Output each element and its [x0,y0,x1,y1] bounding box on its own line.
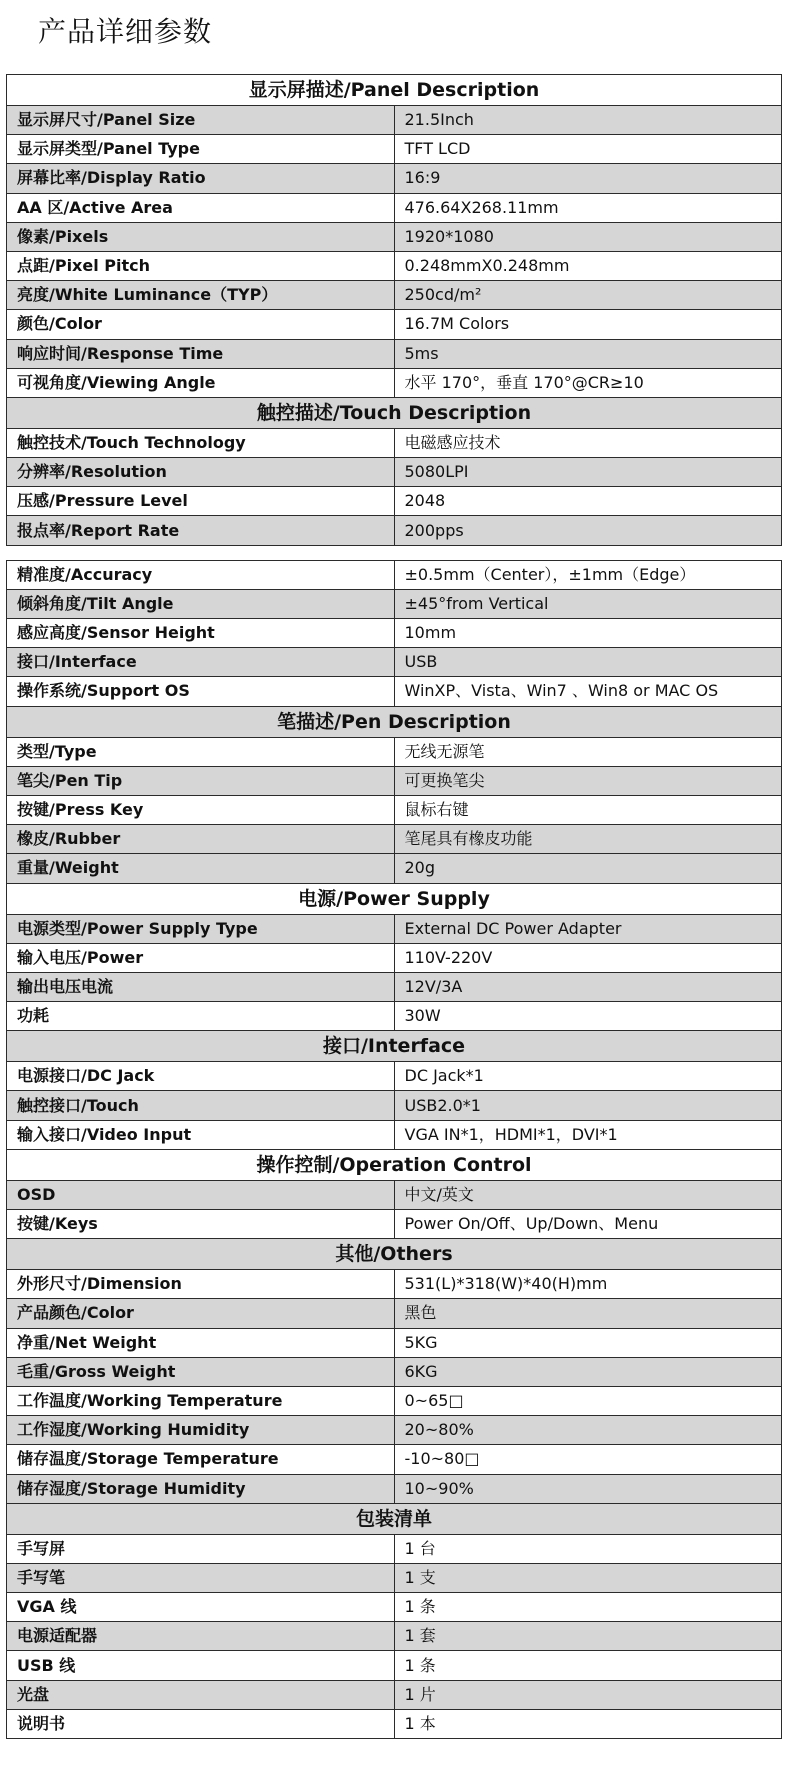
spec-row [7,106,782,135]
spec-value: 1 套 [394,1622,782,1651]
spec-key: 报点率/Report Rate [7,516,395,545]
spec-value: External DC Power Adapter [394,914,782,943]
spec-row [7,339,782,368]
spec-value: 476.64X268.11mm [394,193,782,222]
spec-row [7,766,782,795]
spec-row [7,1709,782,1738]
spec-value: 20g [394,854,782,883]
spec-key: 显示屏类型/Panel Type [7,135,395,164]
spec-key: 橡皮/Rubber [7,825,395,854]
spec-key: 电源接口/DC Jack [7,1062,395,1091]
spec-key: 产品颜色/Color [7,1299,395,1328]
spec-value: 1 支 [394,1563,782,1592]
spec-key: 点距/Pixel Pitch [7,251,395,280]
spec-value: 1 台 [394,1534,782,1563]
spec-value: TFT LCD [394,135,782,164]
spec-value: 1 条 [394,1651,782,1680]
spec-key: 感应高度/Sensor Height [7,619,395,648]
spec-value: Power On/Off、Up/Down、Menu [394,1210,782,1239]
spec-key: 亮度/White Luminance（TYP） [7,281,395,310]
spec-value: 电磁感应技术 [394,428,782,457]
section-header [7,883,782,914]
spec-key: 说明书 [7,1709,395,1738]
spec-row [7,737,782,766]
spec-value: 110V-220V [394,943,782,972]
spec-row [7,972,782,1001]
spec-value: 16.7M Colors [394,310,782,339]
spec-value: 笔尾具有橡皮功能 [394,825,782,854]
spec-value: 20~80% [394,1416,782,1445]
spec-table [6,74,782,1739]
spec-value: 10mm [394,619,782,648]
spec-value: 鼠标右键 [394,795,782,824]
spec-value: -10~80□ [394,1445,782,1474]
spec-row [7,1210,782,1239]
spec-key: 倾斜角度/Tilt Angle [7,589,395,618]
spec-key: 储存温度/Storage Temperature [7,1445,395,1474]
spec-key: 操作系统/Support OS [7,677,395,706]
spec-value: 1920*1080 [394,222,782,251]
spec-key: 可视角度/Viewing Angle [7,368,395,397]
spec-row [7,825,782,854]
spec-key: 外形尺寸/Dimension [7,1270,395,1299]
spec-row [7,516,782,545]
spec-value: 1 本 [394,1709,782,1738]
spec-key: 触控接口/Touch [7,1091,395,1120]
spec-row [7,1062,782,1091]
spec-value: 中文/英文 [394,1180,782,1209]
spec-value: 0~65□ [394,1386,782,1415]
section-title: 其他/Others [7,1239,782,1270]
spec-row [7,1386,782,1415]
spec-row [7,1357,782,1386]
page-title: 产品详细参数 [38,15,213,48]
spec-row [7,1270,782,1299]
spec-row [7,589,782,618]
spec-row [7,1120,782,1149]
spec-row [7,854,782,883]
spec-value: 1 条 [394,1593,782,1622]
spec-row [7,943,782,972]
section-title: 包装清单 [7,1503,782,1534]
spec-row [7,677,782,706]
spec-key: 显示屏尺寸/Panel Size [7,106,395,135]
spec-row [7,1180,782,1209]
spec-row [7,1622,782,1651]
section-header [7,1149,782,1180]
spec-key: 电源类型/Power Supply Type [7,914,395,943]
spec-row [7,1651,782,1680]
spec-key: 工作湿度/Working Humidity [7,1416,395,1445]
spec-value: 6KG [394,1357,782,1386]
spec-key: 电源适配器 [7,1622,395,1651]
table-gap [7,545,782,560]
spec-row [7,648,782,677]
spec-value: 30W [394,1002,782,1031]
spec-row [7,164,782,193]
spec-key: 分辨率/Resolution [7,458,395,487]
spec-key: 手写屏 [7,1534,395,1563]
spec-row [7,222,782,251]
spec-key: 毛重/Gross Weight [7,1357,395,1386]
spec-row [7,428,782,457]
spec-value: 水平 170°，垂直 170°@CR≥10 [394,368,782,397]
spec-value: 0.248mmX0.248mm [394,251,782,280]
spec-value: 2048 [394,487,782,516]
spec-row [7,1474,782,1503]
spec-key: 净重/Net Weight [7,1328,395,1357]
spec-row [7,914,782,943]
spec-table-body [7,75,782,1739]
spec-row [7,1563,782,1592]
spec-key: 像素/Pixels [7,222,395,251]
spec-row [7,1328,782,1357]
spec-row [7,1534,782,1563]
spec-value: ±45°from Vertical [394,589,782,618]
spec-row [7,310,782,339]
section-header [7,75,782,106]
spec-sheet [6,74,782,1739]
spec-row [7,135,782,164]
spec-key: 接口/Interface [7,648,395,677]
spec-row [7,368,782,397]
spec-value: 可更换笔尖 [394,766,782,795]
spec-row [7,251,782,280]
spec-row [7,1680,782,1709]
spec-value: 黑色 [394,1299,782,1328]
spec-value: 5080LPI [394,458,782,487]
spec-value: 1 片 [394,1680,782,1709]
spec-row [7,560,782,589]
spec-key: 储存湿度/Storage Humidity [7,1474,395,1503]
spec-key: AA 区/Active Area [7,193,395,222]
spec-value: 531(L)*318(W)*40(H)mm [394,1270,782,1299]
spec-key: 屏幕比率/Display Ratio [7,164,395,193]
spec-key: 输入接口/Video Input [7,1120,395,1149]
spec-key: 重量/Weight [7,854,395,883]
section-header [7,706,782,737]
spec-row [7,795,782,824]
spec-key: 按键/Keys [7,1210,395,1239]
spec-key: 类型/Type [7,737,395,766]
spec-row [7,193,782,222]
section-header [7,1239,782,1270]
spec-key: 输入电压/Power [7,943,395,972]
spec-key: 笔尖/Pen Tip [7,766,395,795]
section-title: 操作控制/Operation Control [7,1149,782,1180]
spec-row [7,281,782,310]
spec-value: 无线无源笔 [394,737,782,766]
spec-value: 5ms [394,339,782,368]
spec-value: USB2.0*1 [394,1091,782,1120]
spec-value: 21.5Inch [394,106,782,135]
spec-key: OSD [7,1180,395,1209]
section-header [7,1031,782,1062]
spec-row [7,487,782,516]
spec-value: DC Jack*1 [394,1062,782,1091]
spec-key: 压感/Pressure Level [7,487,395,516]
spec-value: ±0.5mm（Center），±1mm（Edge） [394,560,782,589]
spec-row [7,458,782,487]
spec-key: 光盘 [7,1680,395,1709]
spec-key: 功耗 [7,1002,395,1031]
spec-key: 触控技术/Touch Technology [7,428,395,457]
spec-row [7,619,782,648]
spec-key: USB 线 [7,1651,395,1680]
section-header [7,1503,782,1534]
spec-value: 250cd/m² [394,281,782,310]
spec-row [7,1416,782,1445]
section-header [7,397,782,428]
spec-row [7,1299,782,1328]
spec-key: 响应时间/Response Time [7,339,395,368]
spec-row [7,1091,782,1120]
spec-key: 输出电压电流 [7,972,395,1001]
spec-value: 12V/3A [394,972,782,1001]
section-title: 电源/Power Supply [7,883,782,914]
section-title: 显示屏描述/Panel Description [7,75,782,106]
section-title: 接口/Interface [7,1031,782,1062]
section-title: 触控描述/Touch Description [7,397,782,428]
spec-value: 200pps [394,516,782,545]
spec-value: USB [394,648,782,677]
spec-key: VGA 线 [7,1593,395,1622]
spec-value: 5KG [394,1328,782,1357]
spec-row [7,1593,782,1622]
spec-value: 10~90% [394,1474,782,1503]
gap-cell [7,545,782,560]
spec-value: VGA IN*1，HDMI*1，DVI*1 [394,1120,782,1149]
spec-key: 手写笔 [7,1563,395,1592]
spec-key: 工作温度/Working Temperature [7,1386,395,1415]
spec-key: 按键/Press Key [7,795,395,824]
section-title: 笔描述/Pen Description [7,706,782,737]
spec-key: 颜色/Color [7,310,395,339]
spec-value: 16:9 [394,164,782,193]
spec-row [7,1002,782,1031]
spec-value: WinXP、Vista、Win7 、Win8 or MAC OS [394,677,782,706]
spec-key: 精准度/Accuracy [7,560,395,589]
spec-row [7,1445,782,1474]
